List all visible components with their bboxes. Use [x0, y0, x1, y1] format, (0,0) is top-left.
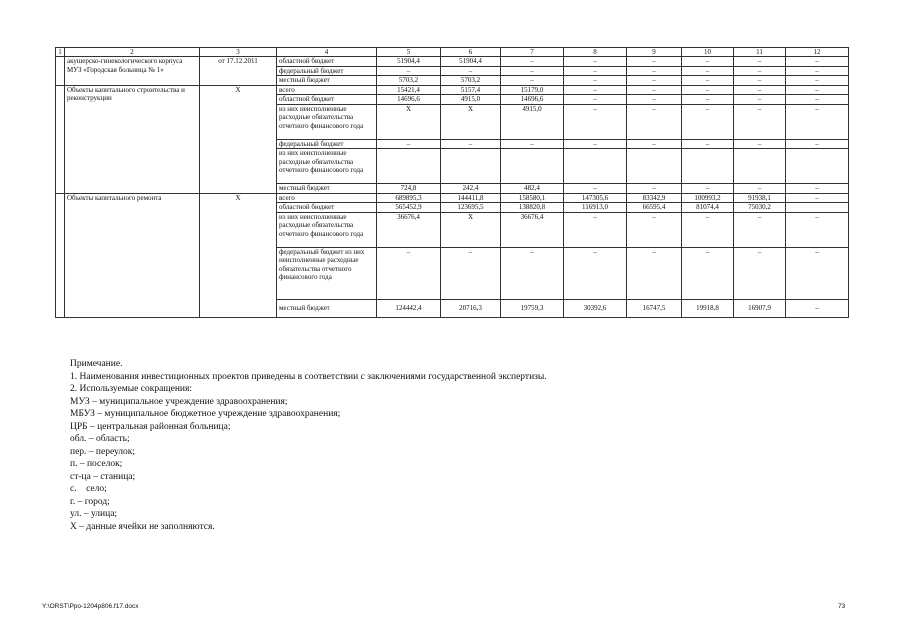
value-cell: – — [627, 184, 682, 194]
value-cell: – — [441, 139, 501, 149]
funding-source-cell: из них неисполненные расходные обязательства отчетного финансового года — [277, 212, 377, 247]
value-cell: – — [501, 66, 564, 76]
value-cell: – — [627, 85, 682, 95]
funding-source-cell: из них неисполненные расходные обязательства отчетного финансового года — [277, 104, 377, 139]
value-cell: – — [501, 76, 564, 86]
value-cell: 123695,5 — [441, 203, 501, 213]
value-cell: 116913,0 — [564, 203, 627, 213]
value-cell: – — [734, 76, 786, 86]
value-cell: – — [682, 95, 734, 105]
value-cell: 30392,6 — [564, 299, 627, 317]
value-cell: – — [682, 212, 734, 247]
value-cell: – — [501, 247, 564, 299]
value-cell: – — [564, 76, 627, 86]
abbreviation-line: ул. – улица; — [70, 509, 118, 519]
value-cell — [682, 149, 734, 184]
value-cell — [734, 149, 786, 184]
value-cell: 19918,8 — [682, 299, 734, 317]
value-cell: – — [786, 299, 849, 317]
value-cell — [441, 149, 501, 184]
abbreviation-line: ЦРБ – центральная районная больница; — [70, 421, 231, 432]
value-cell: – — [786, 57, 849, 67]
header-cell: 10 — [682, 48, 734, 57]
value-cell: – — [377, 139, 441, 149]
value-cell: – — [734, 66, 786, 76]
value-cell: 158580,1 — [501, 193, 564, 203]
value-cell: 15179,0 — [501, 85, 564, 95]
value-cell: 5703,2 — [377, 76, 441, 86]
abbreviation-line: обл. – область; — [70, 434, 130, 444]
value-cell: – — [786, 184, 849, 194]
budget-table — [55, 47, 849, 318]
value-cell: X — [441, 104, 501, 139]
value-cell: – — [734, 57, 786, 67]
header-cell: 1 — [56, 48, 65, 57]
value-cell: 565452,9 — [377, 203, 441, 213]
value-cell: – — [682, 139, 734, 149]
value-cell: – — [682, 85, 734, 95]
value-cell: – — [734, 184, 786, 194]
value-cell: – — [682, 104, 734, 139]
value-cell: 4915,0 — [441, 95, 501, 105]
value-cell: 144411,8 — [441, 193, 501, 203]
value-cell: – — [682, 184, 734, 194]
funding-source-cell: федеральный бюджет — [277, 139, 377, 149]
value-cell: 16747,5 — [627, 299, 682, 317]
value-cell: – — [786, 104, 849, 139]
row-number-cell — [56, 57, 65, 86]
header-cell: 9 — [627, 48, 682, 57]
value-cell: 14696,6 — [377, 95, 441, 105]
funding-source-cell: федеральный бюджет — [277, 66, 377, 76]
footer-page-number: 73 — [838, 603, 846, 610]
abbreviation-line: МБУЗ – муниципальное бюджетное учреждение здравоохранения; — [70, 409, 341, 419]
value-cell: – — [682, 57, 734, 67]
funding-source-cell: областной бюджет — [277, 203, 377, 213]
footer-file-path: Y:\ORST\Ppo-1204p806.f17.docx — [42, 603, 139, 610]
value-cell: – — [627, 212, 682, 247]
value-cell: – — [564, 66, 627, 76]
abbreviation-line: г. – город; — [70, 496, 110, 507]
value-cell: 20716,3 — [441, 299, 501, 317]
funding-source-cell: областной бюджет — [277, 57, 377, 67]
abbreviation-line: п. – поселок; — [70, 459, 123, 469]
funding-source-cell: из них неисполненные расходные обязательства отчетного финансового года — [277, 149, 377, 184]
value-cell: 16907,9 — [734, 299, 786, 317]
value-cell: 124442,4 — [377, 299, 441, 317]
value-cell: – — [564, 212, 627, 247]
value-cell: 91938,1 — [734, 193, 786, 203]
abbreviation-line: ст-ца – станица; — [70, 471, 136, 482]
value-cell: 482,4 — [501, 184, 564, 194]
expertise-date-cell: X — [200, 85, 277, 193]
value-cell: 75030,2 — [734, 203, 786, 213]
value-cell: – — [786, 76, 849, 86]
value-cell: – — [564, 184, 627, 194]
header-cell: 6 — [441, 48, 501, 57]
value-cell: – — [734, 95, 786, 105]
value-cell: 66595,4 — [627, 203, 682, 213]
value-cell: 51904,4 — [377, 57, 441, 67]
note-line: 1. Наименования инвестиционных проектов приведены в соответствии с заключениями государственной экспертизы. — [70, 371, 547, 382]
value-cell — [377, 149, 441, 184]
table-row — [56, 57, 849, 67]
value-cell: – — [682, 66, 734, 76]
value-cell: – — [627, 66, 682, 76]
funding-source-cell: федеральный бюджет из них неисполненные расходные обязательства отчетного финансового года — [277, 247, 377, 299]
value-cell: – — [734, 247, 786, 299]
table-row — [56, 85, 849, 95]
value-cell: 242,4 — [441, 184, 501, 194]
value-cell: 83342,9 — [627, 193, 682, 203]
value-cell: – — [786, 193, 849, 203]
header-cell: 2 — [65, 48, 200, 57]
value-cell — [786, 149, 849, 184]
table-header-row — [56, 48, 849, 57]
value-cell: 100993,2 — [682, 193, 734, 203]
value-cell: X — [377, 104, 441, 139]
value-cell: – — [786, 139, 849, 149]
header-cell: 7 — [501, 48, 564, 57]
expertise-date-cell: X — [200, 193, 277, 317]
value-cell: 724,8 — [377, 184, 441, 194]
value-cell: 5703,2 — [441, 76, 501, 86]
value-cell: – — [786, 247, 849, 299]
value-cell: – — [734, 212, 786, 247]
value-cell: 81074,4 — [682, 203, 734, 213]
value-cell: – — [786, 95, 849, 105]
value-cell: – — [786, 85, 849, 95]
value-cell: – — [377, 66, 441, 76]
value-cell: – — [786, 212, 849, 247]
value-cell: – — [501, 139, 564, 149]
value-cell: 4915,0 — [501, 104, 564, 139]
value-cell: – — [682, 76, 734, 86]
value-cell: – — [627, 57, 682, 67]
value-cell: 138820,8 — [501, 203, 564, 213]
row-number-cell — [56, 85, 65, 193]
project-name-cell: акушерско-гинекологического корпуса МУЗ «Городская больница № 1» — [65, 57, 200, 86]
value-cell: – — [734, 139, 786, 149]
header-cell: 5 — [377, 48, 441, 57]
value-cell: – — [682, 247, 734, 299]
abbreviation-line: пер. – переулок; — [70, 446, 136, 457]
value-cell — [564, 149, 627, 184]
value-cell: – — [564, 247, 627, 299]
expertise-date-cell: от 17.12.2011 — [200, 57, 277, 86]
value-cell: – — [441, 247, 501, 299]
value-cell: – — [786, 66, 849, 76]
value-cell: 19759,3 — [501, 299, 564, 317]
funding-source-cell: всего — [277, 193, 377, 203]
header-cell: 11 — [734, 48, 786, 57]
value-cell: – — [627, 104, 682, 139]
value-cell: – — [564, 57, 627, 67]
value-cell: – — [734, 104, 786, 139]
value-cell: – — [377, 247, 441, 299]
value-cell: – — [734, 85, 786, 95]
value-cell: – — [564, 85, 627, 95]
value-cell: – — [501, 57, 564, 67]
funding-source-cell: местный бюджет — [277, 184, 377, 194]
abbreviation-line: МУЗ – муниципальное учреждение здравоохранения; — [70, 396, 288, 407]
project-name-cell: Объекты капитального строительства и реконструкции — [65, 85, 200, 193]
value-cell: – — [441, 66, 501, 76]
value-cell: – — [627, 76, 682, 86]
notes-section — [70, 358, 830, 533]
header-cell: 12 — [786, 48, 849, 57]
funding-source-cell: всего — [277, 85, 377, 95]
funding-source-cell: областной бюджет — [277, 95, 377, 105]
header-cell: 3 — [200, 48, 277, 57]
value-cell: – — [564, 104, 627, 139]
abbreviation-line: с. село; — [70, 484, 107, 494]
value-cell: – — [564, 95, 627, 105]
header-cell: 4 — [277, 48, 377, 57]
project-name-cell: Объекты капитального ремонта — [65, 193, 200, 317]
notes-heading: Примечание. — [70, 359, 123, 369]
abbreviation-line: X – данные ячейки не заполняются. — [70, 521, 215, 532]
value-cell: 15421,4 — [377, 85, 441, 95]
value-cell: X — [441, 212, 501, 247]
value-cell: – — [627, 95, 682, 105]
value-cell: 36676,4 — [377, 212, 441, 247]
value-cell: 5157,4 — [441, 85, 501, 95]
value-cell: – — [627, 139, 682, 149]
value-cell: 14696,6 — [501, 95, 564, 105]
value-cell: 147305,6 — [564, 193, 627, 203]
note-line: 2. Используемые сокращения: — [70, 384, 192, 394]
row-number-cell — [56, 193, 65, 317]
value-cell: – — [564, 139, 627, 149]
value-cell — [627, 149, 682, 184]
table-row — [56, 193, 849, 203]
value-cell: 36676,4 — [501, 212, 564, 247]
value-cell: – — [627, 247, 682, 299]
funding-source-cell: местный бюджет — [277, 76, 377, 86]
value-cell — [501, 149, 564, 184]
funding-source-cell: местный бюджет — [277, 299, 377, 317]
value-cell — [786, 203, 849, 213]
header-cell: 8 — [564, 48, 627, 57]
value-cell: 51904,4 — [441, 57, 501, 67]
value-cell: 689895,3 — [377, 193, 441, 203]
